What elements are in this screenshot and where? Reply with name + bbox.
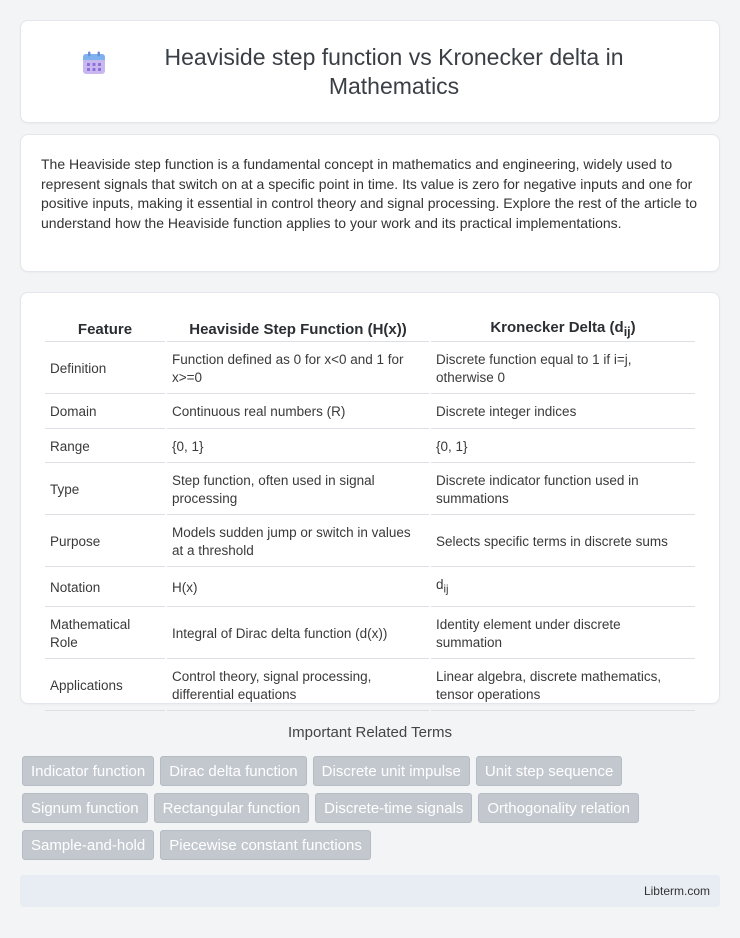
table-row [45, 396, 695, 429]
cell-kronecker: {0, 1} [431, 431, 695, 464]
notation-base: d [436, 577, 444, 592]
cell-heaviside: Control theory, signal processing, differential equations [167, 661, 429, 711]
cell-kronecker: Linear algebra, discrete mathematics, tensor operations [431, 661, 695, 711]
related-terms-list [22, 756, 702, 860]
table-row [45, 465, 695, 515]
cell-feature: Definition [45, 344, 165, 394]
cell-kronecker: Discrete function equal to 1 if i=j, otherwise 0 [431, 344, 695, 394]
comparison-table-card [20, 292, 720, 704]
table-row [45, 661, 695, 711]
cell-heaviside: Continuous real numbers (R) [167, 396, 429, 429]
cell-kronecker [431, 569, 695, 607]
header-feature: Feature [45, 315, 165, 342]
related-term-tag[interactable]: Indicator function [22, 756, 154, 786]
related-term-tag[interactable]: Piecewise constant functions [160, 830, 371, 860]
related-term-tag[interactable]: Unit step sequence [476, 756, 622, 786]
related-term-tag[interactable]: Sample-and-hold [22, 830, 154, 860]
table-row [45, 569, 695, 607]
cell-kronecker: Selects specific terms in discrete sums [431, 517, 695, 567]
cell-feature: Notation [45, 569, 165, 607]
table-header-row [45, 315, 695, 342]
table-row [45, 517, 695, 567]
related-terms-heading: Important Related Terms [288, 724, 452, 741]
related-term-tag[interactable]: Discrete-time signals [315, 793, 472, 823]
header-heaviside: Heaviside Step Function (H(x)) [167, 315, 429, 342]
cell-feature: Range [45, 431, 165, 464]
footer [20, 875, 720, 907]
cell-heaviside: Step function, often used in signal processing [167, 465, 429, 515]
cell-heaviside: Integral of Dirac delta function (d(x)) [167, 609, 429, 659]
cell-kronecker: Identity element under discrete summation [431, 609, 695, 659]
header-card [20, 20, 720, 123]
cell-feature: Domain [45, 396, 165, 429]
intro-paragraph: The Heaviside step function is a fundamental concept in mathematics and engineering, widely used to represent signals that switch on at a specific point in time. Its value is zero for negative inputs and one for positive inputs, making it essential in control theory and signal processing. Explore the rest of the article to understand how the Heaviside function applies to your work and its practical implementations. [41, 156, 698, 231]
intro-card [20, 134, 720, 272]
cell-kronecker: Discrete integer indices [431, 396, 695, 429]
table-row [45, 431, 695, 464]
cell-heaviside: {0, 1} [167, 431, 429, 464]
table-row [45, 609, 695, 659]
footer-brand-link[interactable]: Libterm.com [643, 884, 710, 898]
related-term-tag[interactable]: Dirac delta function [160, 756, 306, 786]
notation-sub: ij [443, 583, 449, 596]
related-term-tag[interactable]: Rectangular function [154, 793, 310, 823]
page-title: Heaviside step function vs Kronecker delta in Mathematics [164, 43, 624, 99]
table-row [45, 344, 695, 394]
header-kronecker-sub: ij [623, 325, 631, 339]
cell-heaviside: Models sudden jump or switch in values at a threshold [167, 517, 429, 567]
cell-heaviside: Function defined as 0 for x<0 and 1 for x>=0 [167, 344, 429, 394]
cell-feature: Type [45, 465, 165, 515]
calendar-icon [81, 63, 129, 81]
cell-feature: Purpose [45, 517, 165, 567]
cell-feature: Applications [45, 661, 165, 711]
related-term-tag[interactable]: Discrete unit impulse [313, 756, 470, 786]
comparison-table [43, 313, 697, 713]
cell-feature: Mathematical Role [45, 609, 165, 659]
header-kronecker [431, 315, 695, 342]
related-term-tag[interactable]: Orthogonality relation [478, 793, 639, 823]
cell-heaviside: H(x) [167, 569, 429, 607]
header-kronecker-suffix: ) [630, 319, 636, 336]
cell-kronecker: Discrete indicator function used in summations [431, 465, 695, 515]
header-kronecker-prefix: Kronecker Delta (d [490, 319, 624, 336]
related-term-tag[interactable]: Signum function [22, 793, 148, 823]
